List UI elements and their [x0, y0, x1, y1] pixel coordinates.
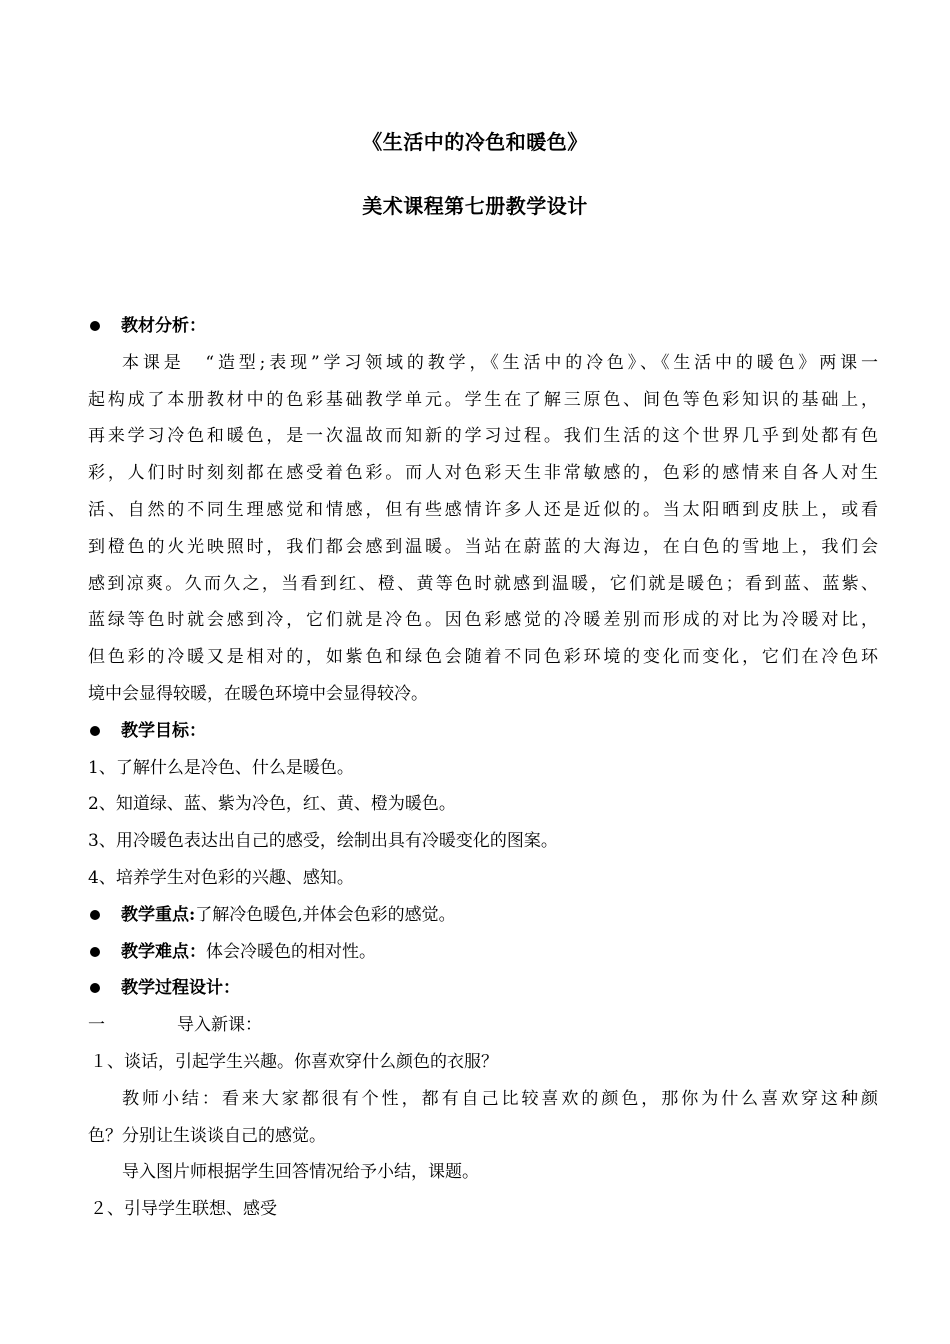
analysis-paragraph	[88, 345, 878, 713]
analysis-heading: 教材分析：	[121, 316, 206, 336]
paragraph-line: 彩，人们时时刻刻都在感受着色彩。而人对色彩天生非常敏感的，色彩的感情来自各人对生	[88, 463, 878, 484]
paragraph-line: 蓝绿等色时就会感到冷，它们就是冷色。因色彩感觉的冷暖差别而形成的对比为冷暖对比，	[88, 610, 878, 631]
bullet-icon	[90, 983, 100, 993]
goal-item: 3、用冷暖色表达出自己的感受，绘制出具有冷暖变化的图案。	[88, 831, 558, 852]
paragraph-line: 境中会显得较暖，在暖色环境中会显得较冷。	[88, 683, 428, 704]
paragraph-line: 到橙色的火光映照时，我们都会感到温暖。当站在蔚蓝的大海边，在白色的雪地上，我们会	[88, 536, 878, 557]
section-difficulty	[88, 934, 878, 971]
paragraph-line: 活、自然的不同生理感觉和情感，但有些感情许多人还是近似的。当太阳晒到皮肤上，或看	[88, 499, 878, 520]
bullet-icon	[90, 947, 100, 957]
document-body	[88, 308, 878, 1228]
process-step-one	[88, 1007, 878, 1044]
bullet-icon	[90, 726, 100, 736]
goal-item: 1、了解什么是冷色、什么是暖色。	[88, 757, 354, 778]
bullet-icon	[90, 321, 100, 331]
paragraph-line: 感到凉爽。久而久之，当看到红、橙、黄等色时就感到温暖，它们就是暖色；看到蓝、蓝紫、	[88, 573, 878, 594]
section-heading-analysis	[88, 308, 878, 345]
document-subtitle: 美术课程第七册教学设计	[362, 194, 588, 218]
intro-line: 导入图片师根据学生回答情况给予小结，课题。	[122, 1162, 479, 1183]
goal-item: 4、培养学生对色彩的兴趣、感知。	[88, 867, 354, 888]
step-label: 导入新课：	[177, 1015, 262, 1036]
section-key-point	[88, 897, 878, 934]
step-number: 一	[88, 1015, 105, 1036]
summary-line: 色？分别让生谈谈自己的感觉。	[88, 1125, 326, 1146]
goal-item: 2、知道绿、蓝、紫为冷色，红、黄、橙为暖色。	[88, 794, 456, 815]
process-heading: 教学过程设计：	[121, 978, 240, 999]
process-item-1: １、谈话，引起学生兴趣。你喜欢穿什么颜色的衣服？	[90, 1051, 498, 1072]
document-title: 《生活中的冷色和暖色》	[362, 130, 588, 154]
difficulty-text: 体会冷暖色的相对性。	[206, 941, 376, 962]
process-item-2: ２、引导学生联想、感受	[90, 1199, 277, 1220]
bullet-icon	[90, 910, 100, 920]
paragraph-line: 起构成了本册教材中的色彩基础教学单元。学生在了解三原色、间色等色彩知识的基础上，	[88, 389, 878, 410]
difficulty-heading: 教学难点：	[121, 941, 206, 962]
paragraph-line: 但色彩的冷暖又是相对的，如紫色和绿色会随着不同色彩环境的变化而变化，它们在冷色环	[88, 647, 878, 668]
section-heading-goals	[88, 713, 878, 750]
key-point-heading: 教学重点:	[121, 904, 196, 925]
summary-line: 教师小结：看来大家都很有个性，都有自己比较喜欢的颜色，那你为什么喜欢穿这种颜	[122, 1088, 878, 1109]
key-point-text: 了解冷色暖色,并体会色彩的感觉。	[195, 904, 456, 925]
section-heading-process	[88, 970, 878, 1007]
paragraph-line: 本课是 “造型;表现”学习领域的教学，《生活中的冷色》、《生活中的暖色》两课一	[122, 352, 878, 373]
paragraph-line: 再来学习冷色和暖色，是一次温故而知新的学习过程。我们生活的这个世界几乎到处都有色	[88, 426, 878, 447]
goals-heading: 教学目标：	[121, 720, 206, 741]
